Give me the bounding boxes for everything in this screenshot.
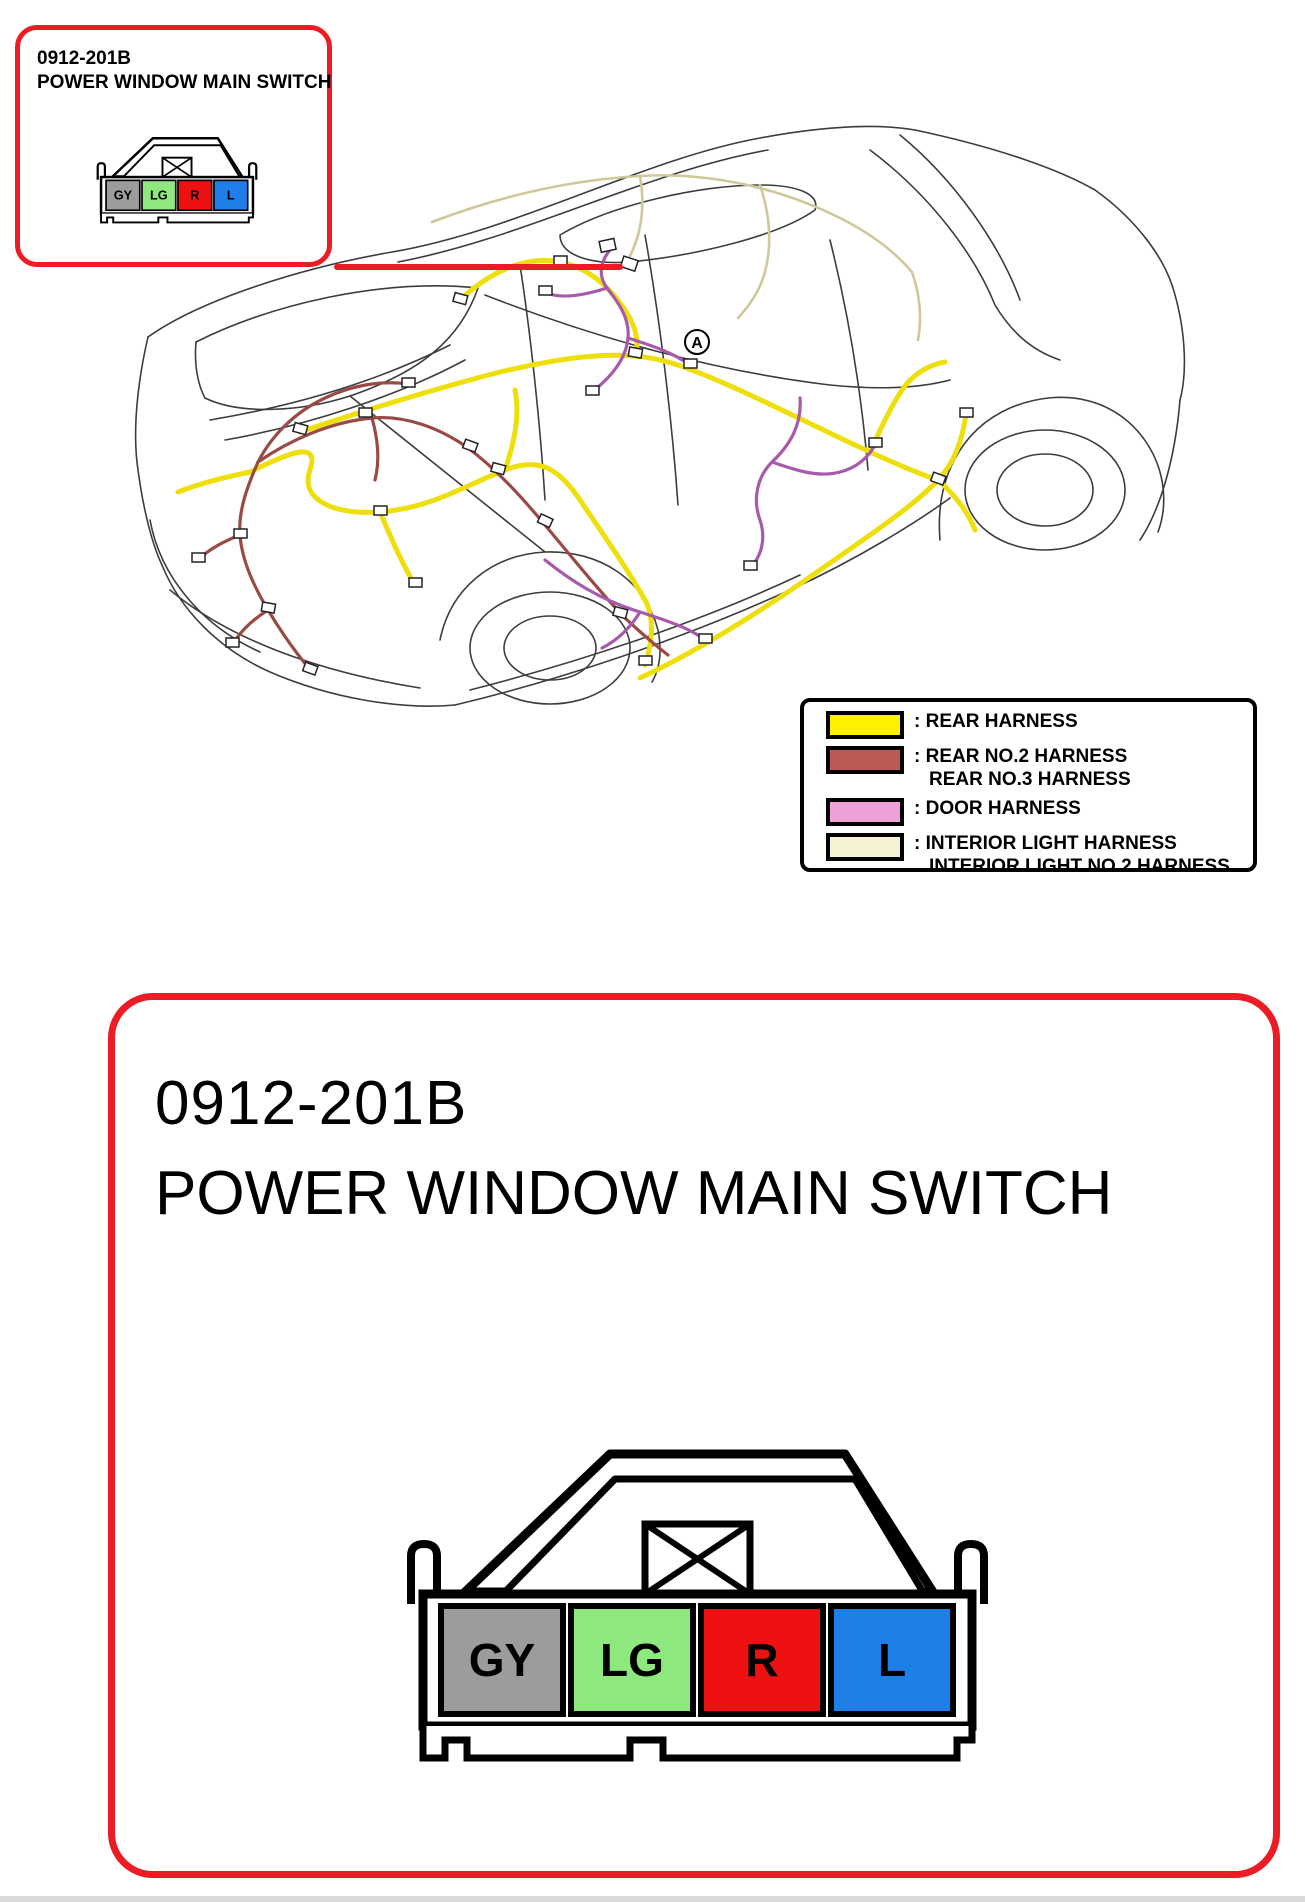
legend-row-interior-light bbox=[826, 832, 1253, 878]
connector-diagram-mini bbox=[96, 130, 258, 231]
legend-label: INTERIOR LIGHT NO.2 HARNESS bbox=[929, 856, 1230, 877]
legend-row-rear bbox=[826, 710, 1253, 739]
pin-r-label: R bbox=[745, 1634, 779, 1686]
connector-feet bbox=[101, 214, 253, 223]
pin-lg-label: LG bbox=[600, 1634, 664, 1686]
interior-light-harness-swatch bbox=[826, 833, 904, 861]
panel-title: POWER WINDOW MAIN SWITCH bbox=[155, 1159, 1113, 1228]
connector-feet bbox=[423, 1726, 972, 1758]
pin-gy-label: GY bbox=[113, 187, 133, 203]
legend-label: : INTERIOR LIGHT HARNESS bbox=[914, 833, 1177, 854]
legend-row-door bbox=[826, 797, 1253, 826]
legend-label: : DOOR HARNESS bbox=[914, 798, 1081, 819]
panel-code: 0912-201B bbox=[155, 1069, 468, 1138]
pin-r-label: R bbox=[190, 187, 200, 203]
legend-row-rear-no2 bbox=[826, 745, 1253, 791]
harness-legend bbox=[800, 698, 1257, 877]
door-harness bbox=[545, 250, 875, 648]
marker-a bbox=[685, 330, 709, 354]
pin-l-label: L bbox=[877, 1634, 907, 1686]
scan-edge bbox=[0, 1896, 1305, 1902]
connector-diagram-large bbox=[405, 1424, 990, 1789]
rear-harness bbox=[178, 260, 975, 678]
pin-lg-label: LG bbox=[150, 187, 168, 203]
legend-label: REAR NO.3 HARNESS bbox=[929, 769, 1131, 790]
pin-gy-label: GY bbox=[468, 1634, 536, 1686]
callout-title: POWER WINDOW MAIN SWITCH bbox=[37, 72, 332, 93]
callout-code: 0912-201B bbox=[37, 48, 132, 69]
rear-no2-harness-swatch bbox=[826, 746, 904, 774]
legend-label: : REAR NO.2 HARNESS bbox=[914, 746, 1128, 767]
rear-harness-swatch bbox=[826, 711, 904, 739]
marker-a-label: A bbox=[691, 335, 703, 352]
callout-box bbox=[15, 25, 332, 267]
connector-detail-panel bbox=[108, 993, 1280, 1878]
legend-label: : REAR HARNESS bbox=[914, 711, 1078, 732]
pin-l-label: L bbox=[226, 187, 235, 203]
door-harness-swatch bbox=[826, 798, 904, 826]
connector-lock-icon bbox=[645, 1524, 750, 1594]
connector-lock-icon bbox=[162, 158, 191, 177]
